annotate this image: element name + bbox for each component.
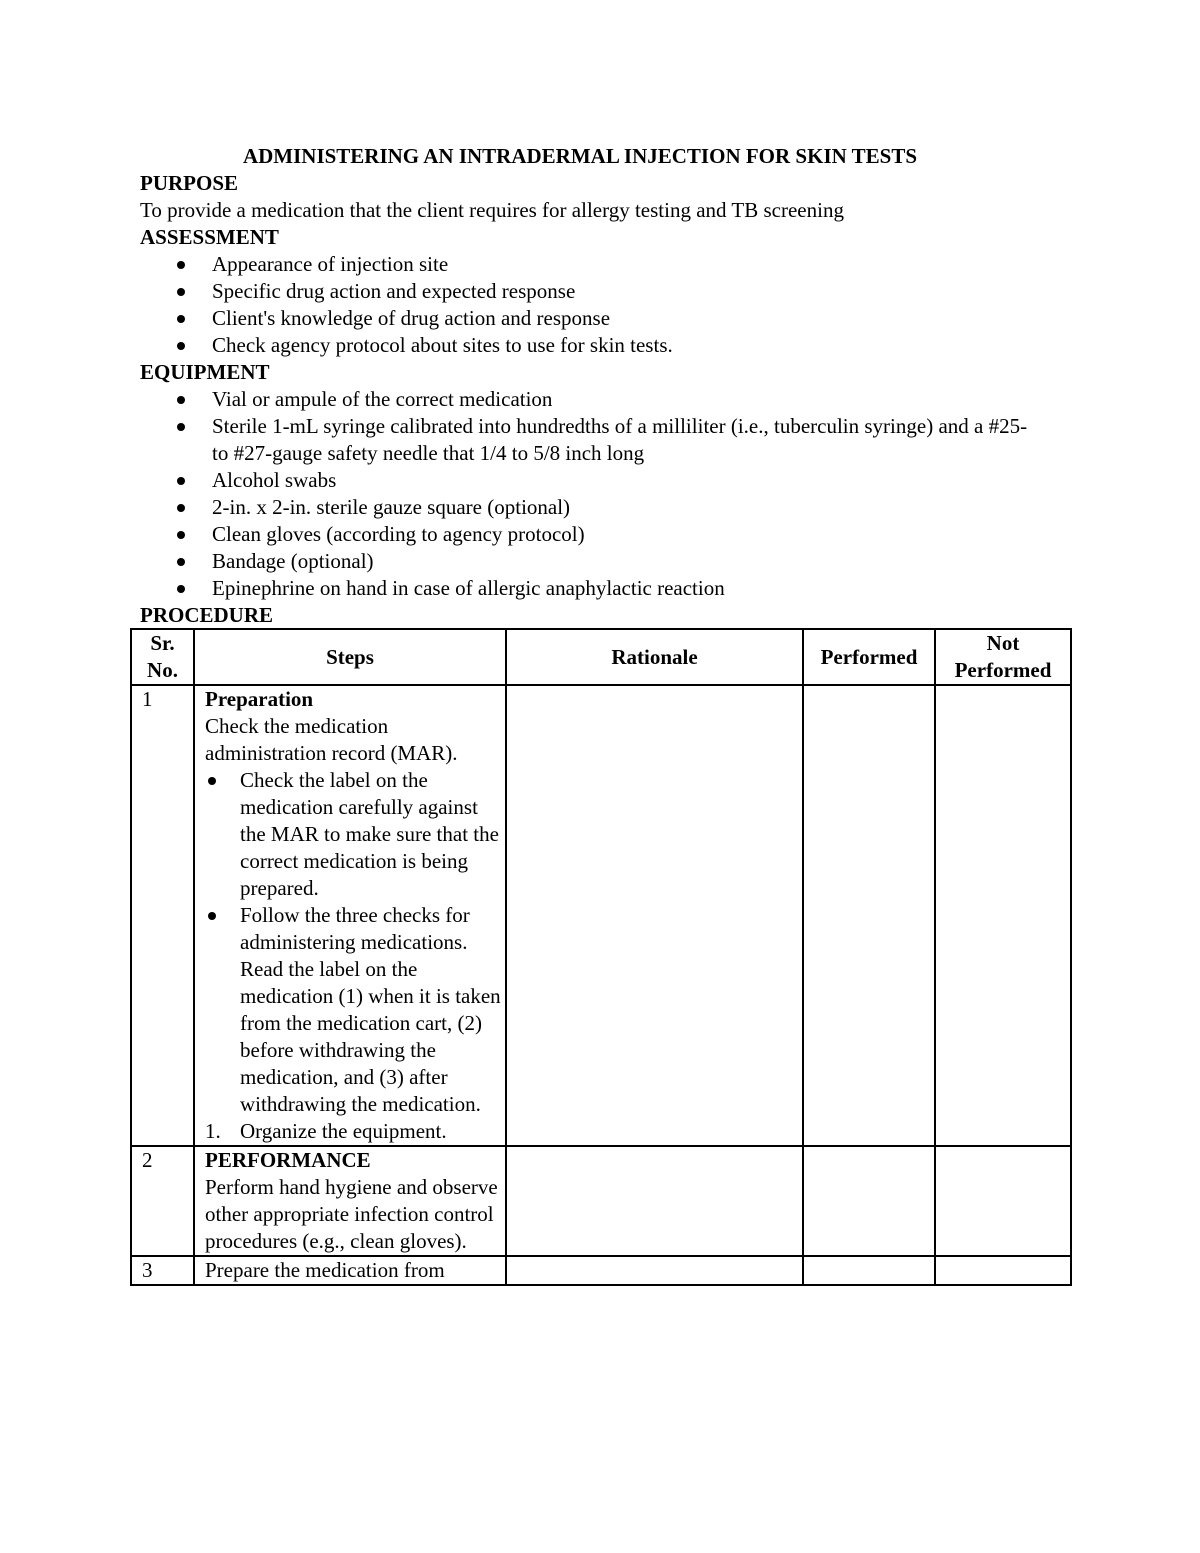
- list-item: Sterile 1-mL syringe calibrated into hundredths of a milliliter (i.e., tuberculin syringe) and a #25- to #27-gauge safety needle that 1/4 to 5/8 inch long: [212, 413, 1070, 467]
- list-item: Appearance of injection site: [212, 251, 1070, 278]
- step-bullet-list: [205, 767, 505, 1118]
- performed-cell[interactable]: [803, 685, 935, 1146]
- table-row: [131, 1146, 1071, 1256]
- list-item: Epinephrine on hand in case of allergic anaphylactic reaction: [212, 575, 1070, 602]
- steps-cell: [194, 685, 506, 1146]
- equipment-heading: EQUIPMENT: [140, 360, 270, 384]
- sr-no-cell: 3: [131, 1256, 194, 1285]
- list-item: 2-in. x 2-in. sterile gauze square (optional): [212, 494, 1070, 521]
- column-header-sr-no: Sr. No.: [131, 629, 194, 685]
- purpose-text: To provide a medication that the client requires for allergy testing and TB screening: [140, 198, 844, 222]
- assessment-list: [140, 251, 1070, 359]
- item-text: Organize the equipment.: [240, 1119, 447, 1143]
- assessment-heading: ASSESSMENT: [140, 225, 279, 249]
- step-text: Prepare the medication from: [205, 1258, 445, 1282]
- list-item: Follow the three checks for administering medications. Read the label on the medication (1) when it is taken from the medication cart, (2) before withdrawing the medication, and (3) after withdrawing the medication.: [240, 902, 505, 1118]
- document-content: [140, 143, 1070, 629]
- purpose-heading: PURPOSE: [140, 171, 239, 195]
- steps-cell: [194, 1146, 506, 1256]
- table-row: [131, 1256, 1071, 1285]
- item-number: 1.: [205, 1119, 221, 1143]
- procedure-table: [130, 628, 1072, 1286]
- step-text: Check the medication administration record (MAR).: [205, 714, 458, 765]
- performed-cell[interactable]: [803, 1146, 935, 1256]
- equipment-list: [140, 386, 1070, 602]
- table-header-row: [131, 629, 1071, 685]
- list-item: Vial or ampule of the correct medication: [212, 386, 1070, 413]
- sr-no-cell: 2: [131, 1146, 194, 1256]
- column-header-not-performed: Not Performed: [935, 629, 1071, 685]
- list-item: Alcohol swabs: [212, 467, 1070, 494]
- procedure-heading: PROCEDURE: [140, 603, 274, 627]
- list-item: Specific drug action and expected response: [212, 278, 1070, 305]
- not-performed-cell[interactable]: [935, 685, 1071, 1146]
- list-item: Client's knowledge of drug action and response: [212, 305, 1070, 332]
- steps-cell: [194, 1256, 506, 1285]
- rationale-cell: [506, 1256, 803, 1285]
- rationale-cell: [506, 1146, 803, 1256]
- column-header-steps: Steps: [194, 629, 506, 685]
- list-item: Clean gloves (according to agency protocol): [212, 521, 1070, 548]
- list-item: Bandage (optional): [212, 548, 1070, 575]
- step-title: Preparation: [205, 687, 314, 711]
- rationale-cell: [506, 685, 803, 1146]
- step-title: PERFORMANCE: [205, 1148, 371, 1172]
- list-item: Check the label on the medication carefully against the MAR to make sure that the correct medication is being prepared.: [240, 767, 505, 902]
- list-item: Check agency protocol about sites to use for skin tests.: [212, 332, 1070, 359]
- numbered-item: [205, 1118, 505, 1145]
- not-performed-cell[interactable]: [935, 1256, 1071, 1285]
- step-text: Perform hand hygiene and observe other appropriate infection control procedures (e.g., clean gloves).: [205, 1175, 498, 1253]
- column-header-rationale: Rationale: [506, 629, 803, 685]
- performed-cell[interactable]: [803, 1256, 935, 1285]
- column-header-performed: Performed: [803, 629, 935, 685]
- sr-no-cell: 1: [131, 685, 194, 1146]
- page-title: ADMINISTERING AN INTRADERMAL INJECTION FOR SKIN TESTS: [242, 144, 918, 168]
- table-row: [131, 685, 1071, 1146]
- not-performed-cell[interactable]: [935, 1146, 1071, 1256]
